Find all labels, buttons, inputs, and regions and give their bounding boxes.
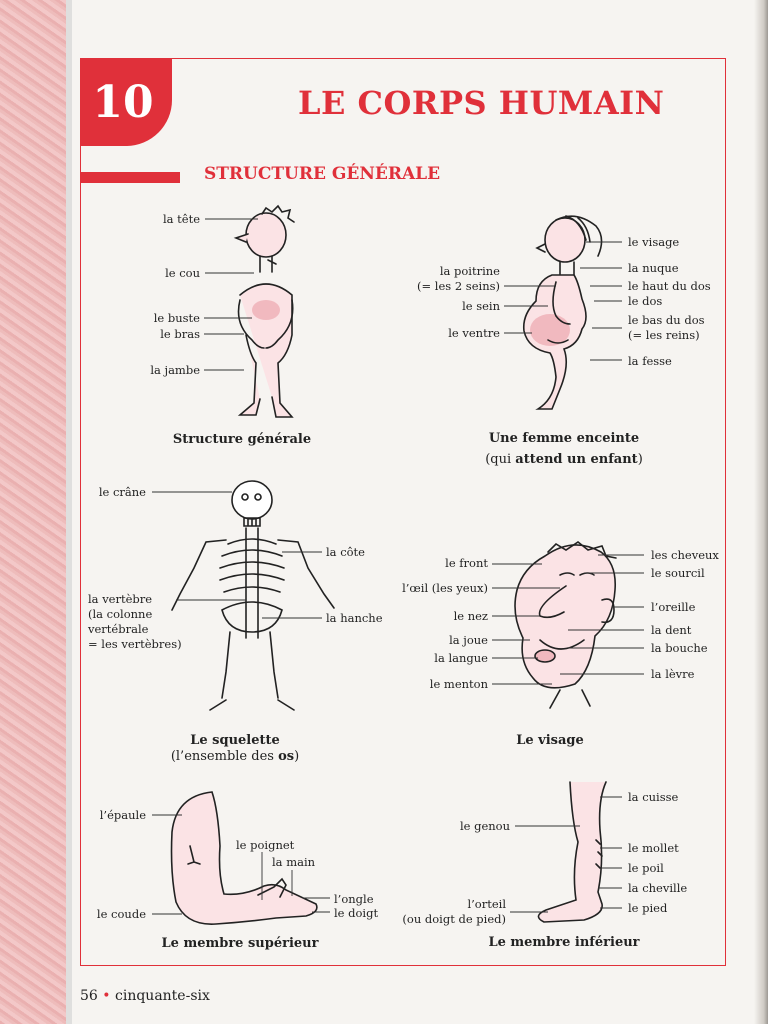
label-cheville: la cheville <box>628 881 688 895</box>
label-buste: le buste <box>153 311 200 325</box>
subcaption-squelette: (l’ensemble des os) <box>170 749 300 764</box>
label-nez: le nez <box>453 609 488 623</box>
label-oeil: l’œil (les yeux) <box>402 581 488 595</box>
label-poitrine: la poitrine <box>439 264 500 278</box>
label-oreille: l’oreille <box>651 600 696 614</box>
label-dent: la dent <box>651 623 692 637</box>
caption-femme: Une femme enceinte <box>488 431 640 446</box>
label-cou: le cou <box>165 266 200 280</box>
label-cote: la côte <box>326 545 365 559</box>
label-poignet: le poignet <box>236 838 295 852</box>
page-number: 56 <box>80 988 98 1004</box>
label-poil: le poil <box>628 861 664 875</box>
label-cuisse: la cuisse <box>628 790 679 804</box>
leg-figure <box>538 782 606 922</box>
subcaption-femme: (qui attend un enfant) <box>485 452 643 467</box>
label-crane: le crâne <box>98 485 146 499</box>
label-jambe: la jambe <box>150 363 200 377</box>
skeleton-figure <box>172 481 334 710</box>
label-ventre: le ventre <box>448 326 500 340</box>
label-poitrine-note: (= les 2 seins) <box>417 279 500 293</box>
label-bas-du-dos: le bas du dos <box>628 313 705 327</box>
label-sein: le sein <box>462 299 500 313</box>
chapter-number: 10 <box>80 58 172 146</box>
label-main: la main <box>272 855 316 869</box>
label-hanche: la hanche <box>326 611 383 625</box>
man-figure <box>236 206 294 417</box>
page-title: LE CORPS HUMAIN <box>298 84 665 122</box>
page-footer <box>80 988 210 1004</box>
label-nuque: la nuque <box>628 261 679 275</box>
label-epaule: l’épaule <box>99 808 146 822</box>
label-bas-du-dos-note: (= les reins) <box>628 328 700 342</box>
label-tete: la tête <box>162 212 200 226</box>
label-bouche: la bouche <box>651 641 708 655</box>
caption-squelette: Le squelette <box>190 733 280 748</box>
label-cheveux: les cheveux <box>651 548 719 562</box>
footer-bullet: • <box>102 988 111 1004</box>
label-ongle: l’ongle <box>334 892 374 906</box>
label-front: le front <box>445 556 488 570</box>
caption-membre-superieur: Le membre supérieur <box>161 936 319 951</box>
woman-figure <box>524 216 602 409</box>
label-mollet: le mollet <box>628 841 679 855</box>
label-coude: le coude <box>96 907 146 921</box>
label-dos: le dos <box>628 294 663 308</box>
label-orteil: l’orteil (ou doigt de pied) <box>402 897 506 926</box>
face-figure <box>515 542 616 708</box>
label-haut-du-dos: le haut du dos <box>628 279 711 293</box>
label-menton: le menton <box>429 677 488 691</box>
label-pied: le pied <box>628 901 668 915</box>
label-langue: la langue <box>434 651 488 665</box>
label-genou: le genou <box>459 819 510 833</box>
caption-membre-inferieur: Le membre inférieur <box>488 935 640 950</box>
caption-visage: Le visage <box>516 733 584 748</box>
page-word: cinquante-six <box>115 988 210 1004</box>
label-doigt: le doigt <box>334 906 379 920</box>
label-vertebre: la vertèbre (la colonne vertébrale = les vertèbres) <box>88 592 182 651</box>
label-bras: le bras <box>160 327 200 341</box>
label-levre: la lèvre <box>651 667 695 681</box>
section-title: STRUCTURE GÉNÉRALE <box>204 164 441 184</box>
label-fesse: la fesse <box>628 354 672 368</box>
label-visage: le visage <box>628 235 680 249</box>
caption-structure: Structure générale <box>172 432 312 447</box>
label-sourcil: le sourcil <box>651 566 705 580</box>
label-joue: la joue <box>449 633 488 647</box>
